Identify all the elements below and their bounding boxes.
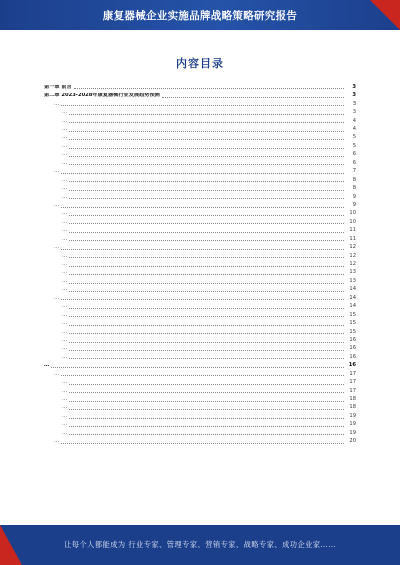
toc-entry-label: … <box>62 397 68 403</box>
toc-entry[interactable] <box>44 293 356 301</box>
toc-entry-page: 17 <box>349 387 356 394</box>
toc-entry-page: 14 <box>349 286 356 293</box>
toc-entry-label: … <box>62 118 68 124</box>
toc-leader-dots <box>69 401 344 402</box>
toc-entry-page: 16 <box>348 362 356 369</box>
toc-entry-page: 14 <box>349 294 356 301</box>
footer-red-accent <box>0 525 22 565</box>
toc-entry[interactable] <box>44 327 356 335</box>
toc-leader-dots <box>69 156 344 157</box>
toc-leader-dots <box>69 342 344 343</box>
toc-entry-page: 9 <box>352 193 356 200</box>
toc-entry[interactable] <box>44 259 356 267</box>
toc-leader-dots <box>69 392 344 393</box>
toc-entry-label: … <box>54 101 60 107</box>
toc-entry-page: 11 <box>349 235 356 242</box>
toc-entry-page: 8 <box>352 185 356 192</box>
toc-entry-label: … <box>62 329 68 335</box>
toc-entry-label: … <box>62 219 68 225</box>
toc-entry-page: 13 <box>349 269 356 276</box>
toc-heading: 内容目录 <box>176 57 224 70</box>
toc-leader-dots <box>69 308 344 309</box>
toc-leader-dots <box>69 232 344 233</box>
toc-entry-label: … <box>62 253 68 259</box>
toc-entry-label: … <box>62 430 68 436</box>
report-header-bar <box>0 0 400 30</box>
toc-entry-page: 3 <box>352 92 356 99</box>
toc-entry-label: … <box>62 287 68 293</box>
toc-entry-label: … <box>62 152 68 158</box>
toc-entry[interactable] <box>44 107 356 115</box>
toc-entry-label: … <box>62 211 68 217</box>
toc-entry-page: 19 <box>349 421 356 428</box>
toc-entry-page: 5 <box>352 142 356 149</box>
toc-entry[interactable] <box>44 150 356 158</box>
toc-leader-dots <box>51 367 344 368</box>
toc-entry-page: 16 <box>349 345 356 352</box>
toc-entry-page: 14 <box>349 303 356 310</box>
toc-leader-dots <box>69 114 344 115</box>
toc-entry-label: … <box>62 160 68 166</box>
toc-leader-dots <box>69 164 344 165</box>
toc-entry[interactable] <box>44 411 356 419</box>
toc-entry-label: 第二章 2023-2028年康复器械行业发展趋势预测 <box>44 93 160 99</box>
toc-entry[interactable] <box>44 335 356 343</box>
toc-entry-label: … <box>54 295 60 301</box>
toc-entry[interactable] <box>44 82 356 90</box>
toc-entry-label: … <box>62 177 68 183</box>
toc-leader-dots <box>69 139 344 140</box>
toc-entry-page: 16 <box>349 353 356 360</box>
toc-leader-dots <box>61 443 344 444</box>
table-of-contents <box>44 82 356 445</box>
toc-entry-page: 10 <box>349 210 356 217</box>
toc-entry-label: … <box>62 422 68 428</box>
toc-leader-dots <box>69 274 344 275</box>
toc-entry[interactable] <box>44 310 356 318</box>
toc-entry-label: … <box>62 110 68 116</box>
toc-leader-dots <box>69 333 344 334</box>
toc-entry[interactable] <box>44 200 356 208</box>
toc-entry-label: … <box>54 245 60 251</box>
toc-entry[interactable] <box>44 285 356 293</box>
toc-leader-dots <box>61 375 344 376</box>
report-footer-bar <box>0 525 400 565</box>
toc-entry-label: … <box>62 278 68 284</box>
toc-entry[interactable] <box>44 301 356 309</box>
toc-leader-dots <box>69 198 344 199</box>
toc-entry-label: … <box>62 312 68 318</box>
toc-entry[interactable] <box>44 234 356 242</box>
toc-entry-label: … <box>62 346 68 352</box>
toc-entry[interactable] <box>44 217 356 225</box>
toc-entry-label: … <box>62 127 68 133</box>
toc-entry[interactable] <box>44 90 356 98</box>
toc-entry-page: 3 <box>352 100 356 107</box>
toc-leader-dots <box>69 409 344 410</box>
toc-entry-label: … <box>62 194 68 200</box>
toc-entry-page: 6 <box>352 159 356 166</box>
toc-entry-page: 3 <box>352 109 356 116</box>
toc-entry-label: … <box>54 202 60 208</box>
toc-entry-page: 4 <box>352 126 356 133</box>
toc-entry-label: … <box>54 371 60 377</box>
toc-entry[interactable] <box>44 386 356 394</box>
toc-entry[interactable] <box>44 166 356 174</box>
toc-leader-dots <box>61 299 344 300</box>
toc-leader-dots <box>69 215 344 216</box>
toc-entry[interactable] <box>44 225 356 233</box>
header-red-accent <box>370 0 400 30</box>
toc-entry-page: 10 <box>349 218 356 225</box>
toc-entry[interactable] <box>44 158 356 166</box>
toc-entry[interactable] <box>44 268 356 276</box>
toc-entry-page: 16 <box>349 336 356 343</box>
toc-entry-page: 13 <box>349 277 356 284</box>
toc-entry-label: … <box>62 354 68 360</box>
toc-leader-dots <box>162 97 344 98</box>
toc-entry-label: … <box>62 186 68 192</box>
toc-entry[interactable] <box>44 436 356 444</box>
toc-entry[interactable] <box>44 403 356 411</box>
toc-entry[interactable] <box>44 192 356 200</box>
toc-entry-label: … <box>54 439 60 445</box>
toc-entry[interactable] <box>44 360 356 368</box>
toc-entry-label: 第一章 前言 <box>44 84 72 90</box>
toc-entry-label: … <box>62 321 68 327</box>
toc-leader-dots <box>61 207 344 208</box>
toc-entry-page: 12 <box>349 252 356 259</box>
toc-entry[interactable] <box>44 124 356 132</box>
toc-leader-dots <box>69 240 344 241</box>
toc-leader-dots <box>69 358 344 359</box>
toc-entry-label: … <box>62 405 68 411</box>
toc-entry-page: 19 <box>349 412 356 419</box>
toc-entry-page: 4 <box>352 117 356 124</box>
toc-leader-dots <box>69 350 344 351</box>
toc-entry-page: 20 <box>349 438 356 445</box>
toc-leader-dots <box>69 418 344 419</box>
toc-entry-label: … <box>62 337 68 343</box>
toc-leader-dots <box>69 131 344 132</box>
toc-entry-page: 18 <box>349 404 356 411</box>
toc-leader-dots <box>69 181 344 182</box>
toc-entry[interactable] <box>44 394 356 402</box>
toc-entry[interactable] <box>44 133 356 141</box>
toc-entry-label: … <box>62 143 68 149</box>
toc-leader-dots <box>69 384 344 385</box>
toc-leader-dots <box>69 223 344 224</box>
toc-entry-label: … <box>62 270 68 276</box>
toc-entry-page: 17 <box>349 370 356 377</box>
toc-entry-page: 12 <box>349 244 356 251</box>
toc-leader-dots <box>69 190 344 191</box>
toc-entry[interactable] <box>44 420 356 428</box>
toc-leader-dots <box>61 173 344 174</box>
toc-entry-label: … <box>62 304 68 310</box>
toc-entry[interactable] <box>44 377 356 385</box>
toc-entry-page: 15 <box>349 320 356 327</box>
toc-entry-page: 8 <box>352 176 356 183</box>
toc-entry-page: 17 <box>349 379 356 386</box>
toc-entry-label: … <box>44 363 50 369</box>
toc-leader-dots <box>69 257 344 258</box>
toc-entry[interactable] <box>44 428 356 436</box>
toc-entry-label: … <box>62 135 68 141</box>
toc-entry-page: 3 <box>352 83 356 90</box>
toc-entry[interactable] <box>44 209 356 217</box>
toc-leader-dots <box>69 316 344 317</box>
toc-entry-label: … <box>62 388 68 394</box>
toc-entry-label: … <box>62 228 68 234</box>
toc-entry[interactable] <box>44 183 356 191</box>
toc-entry-page: 15 <box>349 311 356 318</box>
toc-entry[interactable] <box>44 175 356 183</box>
toc-entry[interactable] <box>44 116 356 124</box>
toc-entry-page: 11 <box>349 227 356 234</box>
toc-entry[interactable] <box>44 369 356 377</box>
toc-entry-label: … <box>62 236 68 242</box>
toc-entry[interactable] <box>44 242 356 250</box>
report-title: 康复器械企业实施品牌战略策略研究报告 <box>102 9 298 22</box>
toc-leader-dots <box>74 88 344 89</box>
toc-entry[interactable] <box>44 344 356 352</box>
toc-leader-dots <box>69 325 344 326</box>
toc-entry[interactable] <box>44 352 356 360</box>
toc-entry[interactable] <box>44 251 356 259</box>
toc-entry[interactable] <box>44 318 356 326</box>
toc-leader-dots <box>69 291 344 292</box>
toc-leader-dots <box>69 148 344 149</box>
footer-slogan: 让每个人都能成为 行业专家、管理专家、营销专家、战略专家、成功企业家…… <box>64 540 336 549</box>
toc-entry-page: 12 <box>349 261 356 268</box>
toc-leader-dots <box>69 266 344 267</box>
toc-leader-dots <box>69 434 344 435</box>
toc-entry-label: … <box>62 262 68 268</box>
toc-entry-page: 19 <box>349 429 356 436</box>
toc-entry-page: 6 <box>352 151 356 158</box>
toc-leader-dots <box>69 122 344 123</box>
toc-entry-page: 9 <box>352 201 356 208</box>
toc-entry-page: 7 <box>352 168 356 175</box>
toc-entry[interactable] <box>44 99 356 107</box>
toc-entry-page: 5 <box>352 134 356 141</box>
toc-entry-page: 15 <box>349 328 356 335</box>
toc-entry-label: … <box>54 169 60 175</box>
toc-entry-label: … <box>62 380 68 386</box>
toc-leader-dots <box>61 105 344 106</box>
toc-entry[interactable] <box>44 276 356 284</box>
toc-entry-page: 18 <box>349 396 356 403</box>
toc-leader-dots <box>69 426 344 427</box>
toc-entry-label: … <box>62 413 68 419</box>
toc-leader-dots <box>69 283 344 284</box>
toc-entry[interactable] <box>44 141 356 149</box>
toc-leader-dots <box>61 249 344 250</box>
